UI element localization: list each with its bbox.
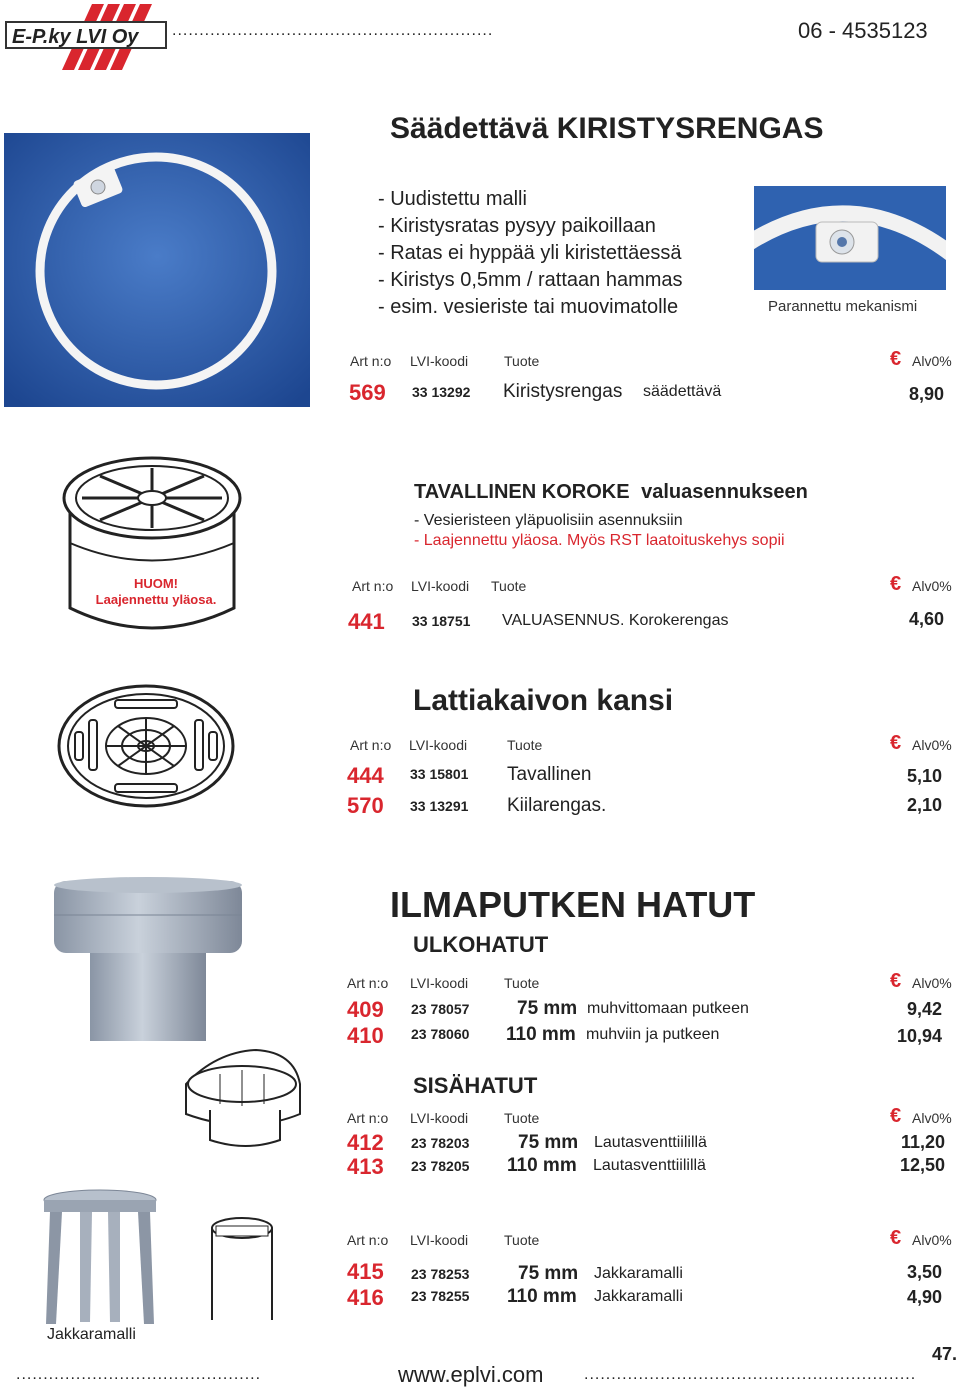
row-desc: Lautasventtiilillä bbox=[594, 1134, 707, 1151]
row-mm: 110 mm bbox=[506, 1024, 576, 1045]
col-lvi: LVI-koodi bbox=[410, 1110, 469, 1126]
row-name: Kiristysrengas bbox=[503, 381, 623, 402]
svg-text:E-P.ky LVI Oy: E-P.ky LVI Oy bbox=[12, 26, 139, 48]
euro-icon: € bbox=[890, 732, 902, 754]
row-price: 3,50 bbox=[906, 1262, 942, 1282]
pipe-drawing bbox=[208, 1214, 276, 1322]
col-art: Art n:o bbox=[347, 1232, 389, 1248]
row-art: 413 bbox=[347, 1154, 384, 1179]
section3-title: Lattiakaivon kansi bbox=[413, 684, 674, 717]
row-desc: Jakkaramalli bbox=[594, 1265, 683, 1282]
bullet-item: - esim. vesieriste tai muovimatolle bbox=[378, 296, 679, 318]
row-name: VALUASENNUS. Korokerengas bbox=[502, 612, 729, 629]
col-art: Art n:o bbox=[347, 1110, 389, 1126]
row-name: Tavallinen bbox=[507, 764, 592, 785]
section2-line1: - Vesieristeen yläpuolisiin asennuksiin bbox=[414, 512, 683, 529]
col-tuote: Tuote bbox=[504, 1232, 540, 1248]
col-lvi: LVI-koodi bbox=[409, 737, 468, 753]
outdoor-cap-photo bbox=[50, 875, 246, 1043]
note-title: HUOM! bbox=[133, 576, 179, 591]
page-number: 47. bbox=[932, 1344, 958, 1364]
col-lvi: LVI-koodi bbox=[410, 975, 469, 991]
row-price: 11,20 bbox=[900, 1132, 945, 1152]
row-name: Kiilarengas. bbox=[507, 795, 607, 816]
row-art: 569 bbox=[349, 380, 386, 405]
euro-icon: € bbox=[890, 348, 902, 370]
row-lvi: 23 78255 bbox=[411, 1288, 470, 1304]
header-dots: ........................................................... bbox=[172, 22, 494, 39]
section2-title bbox=[414, 481, 808, 504]
row-price: 10,94 bbox=[896, 1026, 942, 1046]
col-lvi: LVI-koodi bbox=[411, 578, 470, 594]
col-alv: Alv0% bbox=[912, 1232, 952, 1248]
row-lvi: 23 78203 bbox=[411, 1135, 470, 1151]
section4-title: ILMAPUTKEN HATUT bbox=[390, 884, 756, 925]
footer-dots-left: ............................................. bbox=[16, 1366, 262, 1383]
row-art: 416 bbox=[347, 1285, 384, 1310]
col-alv: Alv0% bbox=[912, 975, 952, 991]
col-tuote: Tuote bbox=[504, 353, 540, 369]
section1-title: Säädettävä KIRISTYSRENGAS bbox=[390, 112, 824, 145]
row-desc: säädettävä bbox=[643, 383, 722, 400]
row-price: 4,60 bbox=[908, 609, 944, 629]
row-art: 444 bbox=[347, 763, 384, 788]
row-lvi: 33 13291 bbox=[410, 798, 469, 814]
row-lvi: 33 18751 bbox=[412, 613, 471, 629]
row-price: 8,90 bbox=[908, 384, 944, 404]
row-lvi: 33 13292 bbox=[412, 384, 471, 400]
col-alv: Alv0% bbox=[912, 1110, 952, 1126]
row-lvi: 23 78057 bbox=[411, 1001, 470, 1017]
row-price: 12,50 bbox=[899, 1155, 945, 1175]
row-art: 570 bbox=[347, 793, 384, 818]
bullet-item: - Uudistettu malli bbox=[378, 188, 527, 210]
row-lvi: 23 78205 bbox=[411, 1158, 470, 1174]
row-mm: 110 mm bbox=[507, 1286, 577, 1307]
indoor-cap-drawing bbox=[176, 1044, 306, 1148]
section2-title-b: valuasennukseen bbox=[641, 481, 808, 503]
row-mm: 75 mm bbox=[518, 1263, 579, 1284]
row-desc: muhviin ja putkeen bbox=[586, 1026, 720, 1043]
row-mm: 75 mm bbox=[518, 1132, 579, 1153]
row-desc: muhvittomaan putkeen bbox=[587, 1000, 749, 1017]
col-alv: Alv0% bbox=[912, 353, 952, 369]
footer-dots-right: ............................................................. bbox=[584, 1366, 917, 1383]
row-lvi: 23 78060 bbox=[411, 1026, 470, 1042]
row-desc: Jakkaramalli bbox=[594, 1288, 683, 1305]
col-lvi: LVI-koodi bbox=[410, 353, 469, 369]
col-tuote: Tuote bbox=[504, 1110, 540, 1126]
col-tuote: Tuote bbox=[507, 737, 543, 753]
col-alv: Alv0% bbox=[912, 737, 952, 753]
section1-bullets bbox=[378, 186, 683, 321]
euro-icon: € bbox=[890, 1227, 902, 1249]
row-art: 415 bbox=[347, 1259, 384, 1284]
row-art: 409 bbox=[347, 997, 384, 1022]
stool-cap-photo bbox=[40, 1186, 160, 1326]
row-lvi: 23 78253 bbox=[411, 1266, 470, 1282]
section2-line2 bbox=[414, 532, 785, 550]
bullet-item: - Kiristysratas pysyy paikoillaan bbox=[378, 215, 656, 237]
note-huom bbox=[86, 576, 226, 608]
koroke-drawing bbox=[52, 448, 252, 654]
note-text: Laajennettu yläosa. bbox=[95, 592, 217, 607]
row-art: 410 bbox=[347, 1023, 384, 1048]
euro-icon: € bbox=[890, 1105, 902, 1127]
euro-icon: € bbox=[890, 573, 902, 595]
row-mm: 75 mm bbox=[517, 998, 578, 1019]
col-art: Art n:o bbox=[347, 975, 389, 991]
section2-line2-a: - Laajennettu yläosa. bbox=[414, 532, 563, 549]
col-tuote: Tuote bbox=[504, 975, 540, 991]
stool-caption: Jakkaramalli bbox=[47, 1326, 136, 1343]
row-price: 5,10 bbox=[906, 766, 942, 786]
euro-icon: € bbox=[890, 970, 902, 992]
bullet-item: - Kiristys 0,5mm / rattaan hammas bbox=[378, 269, 683, 291]
row-price: 9,42 bbox=[906, 999, 942, 1019]
company-logo bbox=[4, 4, 170, 70]
col-tuote: Tuote bbox=[491, 578, 527, 594]
row-price: 4,90 bbox=[906, 1287, 942, 1307]
footer-url[interactable]: www.eplvi.com bbox=[398, 1362, 544, 1387]
row-lvi: 33 15801 bbox=[410, 766, 469, 782]
row-art: 441 bbox=[348, 609, 385, 634]
section2-line2-b: Myös RST laatoituskehys sopii bbox=[567, 532, 785, 549]
mechanism-caption: Parannettu mekanismi bbox=[768, 298, 918, 315]
ring-photo bbox=[4, 133, 310, 407]
col-art: Art n:o bbox=[350, 353, 392, 369]
drain-cover-drawing bbox=[55, 680, 237, 812]
col-art: Art n:o bbox=[350, 737, 392, 753]
section4-sub2: SISÄHATUT bbox=[413, 1073, 538, 1098]
col-art: Art n:o bbox=[352, 578, 394, 594]
row-art: 412 bbox=[347, 1130, 384, 1155]
col-lvi: LVI-koodi bbox=[410, 1232, 469, 1248]
row-price: 2,10 bbox=[906, 795, 942, 815]
section2-title-a: TAVALLINEN KOROKE bbox=[414, 481, 630, 503]
row-desc: Lautasventtiilillä bbox=[593, 1157, 706, 1174]
bullet-item: - Ratas ei hyppää yli kiristettäessä bbox=[378, 242, 682, 264]
col-alv: Alv0% bbox=[912, 578, 952, 594]
section4-sub1: ULKOHATUT bbox=[413, 932, 549, 957]
row-mm: 110 mm bbox=[507, 1155, 577, 1176]
phone-number: 06 - 4535123 bbox=[798, 18, 928, 43]
mechanism-photo bbox=[754, 186, 946, 290]
